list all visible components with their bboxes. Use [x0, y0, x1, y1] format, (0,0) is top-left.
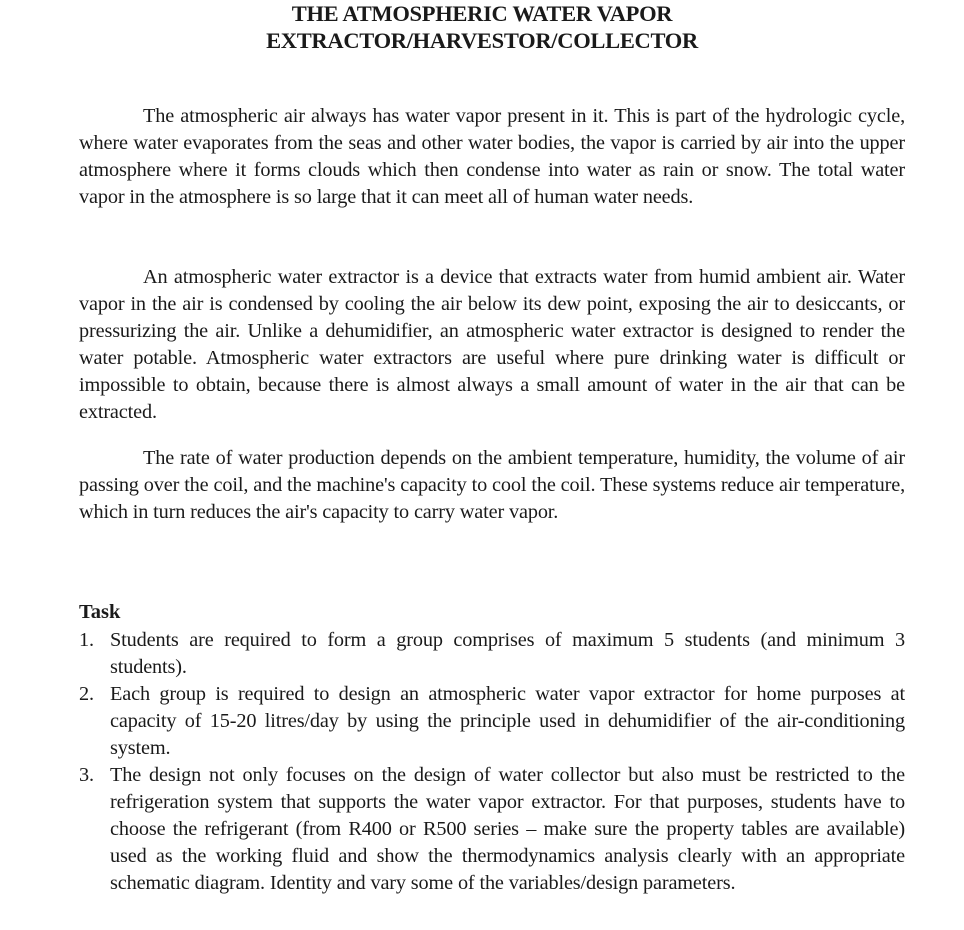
task-number: 1. — [79, 629, 94, 651]
task-text: Students are required to form a group comprises of maximum 5 students (and minimum 3 students). — [110, 629, 905, 678]
title-line-2: EXTRACTOR/HARVESTOR/COLLECTOR — [266, 28, 698, 53]
task-number: 2. — [79, 683, 94, 705]
task-text: The design not only focuses on the design of water collector but also must be restricted to the refrigeration system that supports the water vapor extractor. For that purposes, students have to choose the refrigerant (from R400 or R500 series – make sure the property tables are available) used as the working fluid and show the thermodynamics analysis clearly with an appropriate schematic diagram. Identity and vary some of the variables/design parameters. — [110, 764, 905, 894]
extractor-paragraph: An atmospheric water extractor is a device that extracts water from humid ambient air. Water vapor in the air is condensed by cooling the air below its dew point, exposing the air to desiccants, or pressurizing the air. Unlike a dehumidifier, an atmospheric water extractor is designed to render the water potable. Atmospheric water extractors are useful where pure drinking water is difficult or impossible to obtain, because there is almost always a small amount of water in the air that can be extracted. — [79, 266, 905, 423]
intro-paragraph: The atmospheric air always has water vapor present in it. This is part of the hydrologic cycle, where water evaporates from the seas and other water bodies, the vapor is carried by air into the upper atmosphere where it forms clouds which then condense into water as rain or snow. The total water vapor in the atmosphere is so large that it can meet all of human water needs. — [79, 105, 905, 208]
title-line-1: THE ATMOSPHERIC WATER VAPOR — [291, 1, 673, 26]
task-item-1 — [79, 627, 905, 681]
document-title — [0, 0, 964, 54]
task-heading: Task — [79, 601, 121, 623]
task-number: 3. — [79, 764, 94, 786]
task-item-2 — [79, 681, 905, 762]
task-text: Each group is required to design an atmospheric water vapor extractor for home purposes at capacity of 15-20 litres/day by using the principle used in dehumidifier of the air-conditioning system. — [110, 683, 905, 759]
task-item-3 — [79, 762, 905, 897]
production-rate-paragraph: The rate of water production depends on the ambient temperature, humidity, the volume of air passing over the coil, and the machine's capacity to cool the coil. These systems reduce air temperature, which in turn reduces the air's capacity to carry water vapor. — [79, 447, 905, 523]
task-list — [79, 627, 905, 897]
